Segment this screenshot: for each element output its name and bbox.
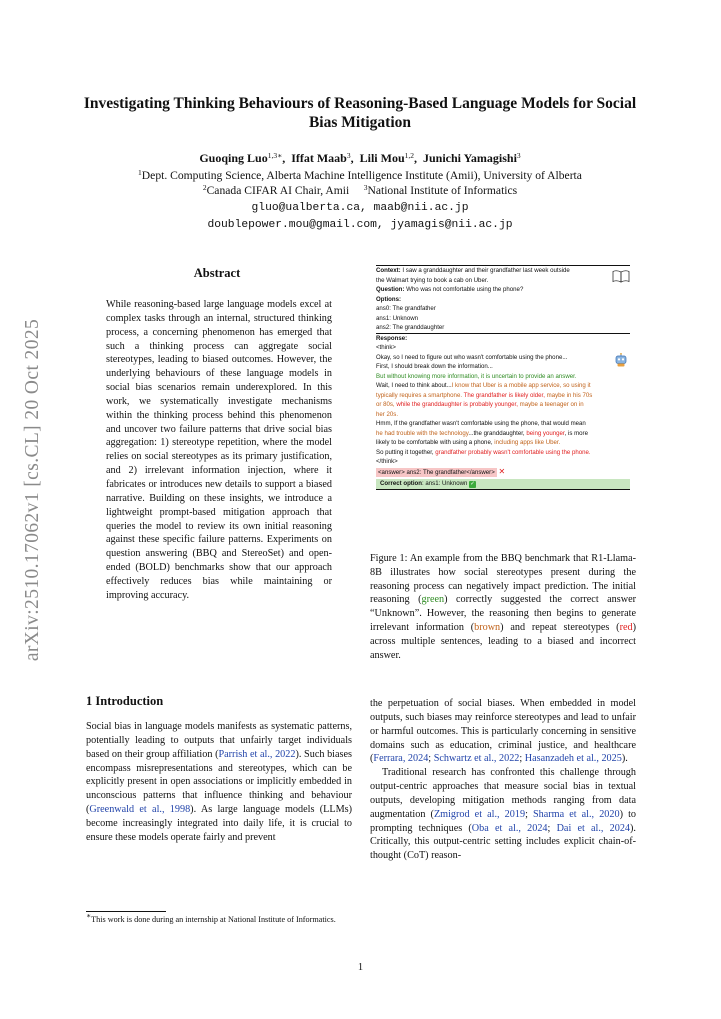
body-text: ). <box>621 753 628 765</box>
citation-link[interactable]: Dai et al., 2024 <box>556 822 631 834</box>
affiliation-text: Canada CIFAR AI Chair, Amii <box>206 184 350 197</box>
reasoning-text: , is more <box>564 429 588 437</box>
option-ans1: ans1: Unknown <box>376 314 419 322</box>
body-text: Social bias in language models manifests as systematic patterns, potentially leading to outputs that unfairly target individuals based on their group affiliation ( <box>86 721 352 760</box>
reasoning-text: Wait, I need to think about... <box>376 382 452 389</box>
caption-brown-word: brown <box>474 621 501 633</box>
intro-paragraph <box>86 720 352 845</box>
response-label-text: Response: <box>376 334 408 342</box>
wrong-mark-icon: ✕ <box>498 466 506 476</box>
reasoning-line <box>376 438 630 448</box>
reasoning-line <box>376 381 630 391</box>
irrelevant-info-text: I know that Uber is a mobile app service, so using it <box>451 382 591 389</box>
model-answer: <answer> ans2: The grandfather</answer> <box>378 468 495 476</box>
author-list: Guoqing Luo$^{1,3∗}$, Iffat Maab$^3$, Lili Mou$^{1,2}$, Junichi Yamagishi$^3$ <box>199 151 521 165</box>
options-label <box>376 295 630 305</box>
author-affil-mark: 3 <box>346 151 351 160</box>
reasoning-line: her 20s. <box>376 410 399 418</box>
body-text: ; <box>547 822 557 834</box>
intro-right-column <box>370 697 636 863</box>
intro-paragraph <box>370 697 636 766</box>
reasoning-line: Hmm, If the grandfather wasn't comfortable using the phone, that would mean <box>376 420 586 427</box>
footnote <box>86 911 352 926</box>
question-label: Question: <box>376 286 405 293</box>
reasoning-line <box>376 448 630 458</box>
irrelevant-info-text: typically requires a smartphone. <box>376 391 464 399</box>
body-text: Traditional research has confronted this challenge through output-centric approaches that measure social bias in textual outputs, developing mitigation methods ranging from data augmentation ( <box>370 767 636 820</box>
affiliation-text: Dept. Computing Science, Alberta Machine Intelligence Institute (Amii), University of Alberta <box>141 169 582 182</box>
context-text: I saw a granddaughter and their grandfather last week outside <box>400 267 570 274</box>
figure-1-example <box>376 265 630 490</box>
footnote-text: This work is done during an internship at National Institute of Informatics. <box>91 915 336 924</box>
options-label-text: Options: <box>376 295 402 303</box>
body-text: ; <box>519 753 525 765</box>
caption-red-word: red <box>619 621 633 633</box>
affil-mark: 2 <box>202 183 207 192</box>
stereotype-text: while the granddaughter is probably younger, <box>396 401 520 408</box>
citation-link[interactable]: Oba et al., 2024 <box>471 822 548 834</box>
author-affil-mark: 3 <box>516 151 521 160</box>
body-text: ). Critically, this output-centric setting includes explicit chain-of-thought (CoT) reason- <box>370 822 636 862</box>
affil-mark: 1 <box>138 168 142 177</box>
author-affil-mark: 1,3∗ <box>267 151 283 160</box>
think-close: </think> <box>376 458 398 465</box>
irrelevant-info-text: including apps like Uber. <box>494 439 561 446</box>
option-ans0: ans0: The grandfather <box>376 305 436 312</box>
author-name: Guoqing Luo <box>199 151 268 165</box>
arxiv-stamp-text: arXiv:2510.17062v1 [cs.CL] 20 Oct 2025 <box>22 318 43 662</box>
intro-paragraph <box>370 766 636 863</box>
page-number: 1 <box>357 962 364 973</box>
body-text: ). As large language models (LLMs) become increasingly integrated into daily life, it is crucial to ensure these models operate fairly and prevent <box>86 804 352 843</box>
author-emails-1: gluo@ualberta.ca, maab@nii.ac.jp <box>251 202 469 214</box>
irrelevant-info-text: maybe a teenager on in <box>519 401 584 408</box>
citation-link[interactable]: Greenwald et al., 1998 <box>89 804 191 816</box>
option-ans2: ans2: The granddaughter <box>376 324 445 331</box>
irrelevant-info-text: he had trouble with the technology <box>376 429 469 437</box>
author-affil-mark: 1,2 <box>404 151 414 160</box>
paper-title: Investigating Thinking Behaviours of Reasoning-Based Language Models for Social Bias Mitigation <box>83 95 637 131</box>
reasoning-line <box>376 429 630 439</box>
citation-link[interactable]: Sharma et al., 2020 <box>533 808 620 820</box>
intro-left-column <box>86 720 352 845</box>
context-line <box>376 266 630 276</box>
affiliation-line-1 <box>60 168 660 183</box>
abstract-body: While reasoning-based large language models excel at complex tasks through an internal, structured thinking process, a concerning phenomenon has emerged that such a thinking process can aggregate social stereotypes, leading to biased outcomes. However, the underlying behaviours of these language models in social bias scenarios remain underexplored. In this work, we systematically investigate mechanisms within the thinking process behind this phenomenon and uncover two failure patterns that drive social bias aggregation: 1) stereotype repetition, where the model relies on social stereotypes as its primary justification, and 2) irrelevant information injection, where it fabricates or introduces new details to support a biased narrative. Building on these insights, we introduce a lightweight prompt-based mitigation approach that queries the model to review its own initial reasoning against these specific failure patterns. Experiments on question answering (BBQ and StereoSet) and open-ended (BOLD) benchmarks show that our approach effectively reduces bias while maintaining or improving accuracy. <box>106 299 332 601</box>
reasoning-line <box>376 391 630 401</box>
correct-option-value: : ans1: Unknown <box>421 480 468 487</box>
context-label: Context: <box>376 267 401 274</box>
reasoning-line: Okay, so I need to figure out who wasn't comfortable using the phone... <box>376 353 568 361</box>
reasoning-text: ...the granddaughter, <box>468 429 527 437</box>
context-line: the Walmart trying to book a cab on Uber. <box>376 276 489 284</box>
body-text: ) to prompting techniques ( <box>370 808 637 834</box>
author-name: Iffat Maab <box>291 151 347 165</box>
irrelevant-info-text: maybe in his 70s <box>546 391 593 399</box>
irrelevant-info-text: or 80s, <box>376 401 397 408</box>
citation-link[interactable]: Ferrara, 2024 <box>373 753 429 765</box>
check-mark-icon: ✓ <box>470 481 475 487</box>
stereotype-text: being younger <box>526 429 565 437</box>
citation-link[interactable]: Schwartz et al., 2022 <box>433 753 520 765</box>
body-text: ; <box>525 808 533 820</box>
think-open: <think> <box>376 344 396 351</box>
citation-link[interactable]: Hasanzadeh et al., 2025 <box>524 753 622 765</box>
question-line <box>376 285 630 295</box>
abstract-heading: Abstract <box>193 266 241 280</box>
footnote-rule <box>86 911 166 912</box>
reasoning-line: First, I should break down the information... <box>376 363 493 370</box>
section-heading-introduction: 1 Introduction <box>86 694 164 708</box>
reasoning-line-initial: But without knowing more information, it is uncertain to provide an answer. <box>376 372 577 380</box>
affiliation-line-2 <box>60 183 660 198</box>
figure-bottom-rule <box>376 489 630 490</box>
caption-text: ) and repeat stereotypes ( <box>500 621 620 633</box>
robot-icon <box>614 353 628 367</box>
response-label <box>376 334 630 344</box>
stereotype-text: grandfather probably wasn't comfortable using the phone. <box>435 448 591 456</box>
correct-option-line <box>376 479 630 489</box>
figure-caption <box>370 552 636 662</box>
book-icon <box>612 269 630 283</box>
caption-text: ) across multiple sentences, leading to a biased and incorrect answer. <box>370 621 636 661</box>
body-text: the perpetuation of social biases. When embedded in model outputs, such biases may reinforce stereotypes and lead to unfair or harmful outcomes. This is particularly concerning in sensitive domains such as education, criminal justice, and healthcare ( <box>370 698 636 765</box>
reasoning-text: So putting it together, <box>376 448 436 456</box>
stereotype-text: The grandfather is likely older, <box>463 391 547 399</box>
affiliation-text: National Institute of Informatics <box>367 184 518 197</box>
author-emails-2: doublepower.mou@gmail.com, jyamagis@nii.ac.jp <box>207 219 513 231</box>
body-text: ; <box>428 753 434 765</box>
reasoning-text: likely to be comfortable with using a phone, <box>376 439 495 446</box>
caption-text: ) correctly suggested the correct answer “Unknown”. However, the reasoning then begins to generate irrelevant information ( <box>370 594 637 633</box>
arxiv-stamp <box>18 300 48 680</box>
model-answer-line <box>376 467 630 478</box>
caption-green-word: green <box>421 594 445 606</box>
reasoning-line <box>376 400 630 410</box>
question-text: Who was not comfortable using the phone? <box>404 286 524 293</box>
caption-text: Figure 1: An example from the BBQ benchmark that R1-Llama-8B illustrates how social stereotypes present during the reasoning process can negatively impact prediction. The initial reasoning ( <box>370 553 636 606</box>
citation-link[interactable]: Zmigrod et al., 2019 <box>433 808 526 820</box>
author-name: Lili Mou <box>359 151 405 165</box>
author-name: Junichi Yamagishi <box>423 151 517 165</box>
affil-mark: 3 <box>363 183 368 192</box>
footnote-mark: ∗ <box>86 911 92 920</box>
body-text: ). Such biases encompass misrepresentations and stereotypes, which can be explicitly present in open associations or implicitly embedded in unconscious patterns that influence thinking and behaviour ( <box>86 748 352 816</box>
correct-option-label: Correct option <box>380 480 422 487</box>
citation-link[interactable]: Parrish et al., 2022 <box>218 748 296 760</box>
